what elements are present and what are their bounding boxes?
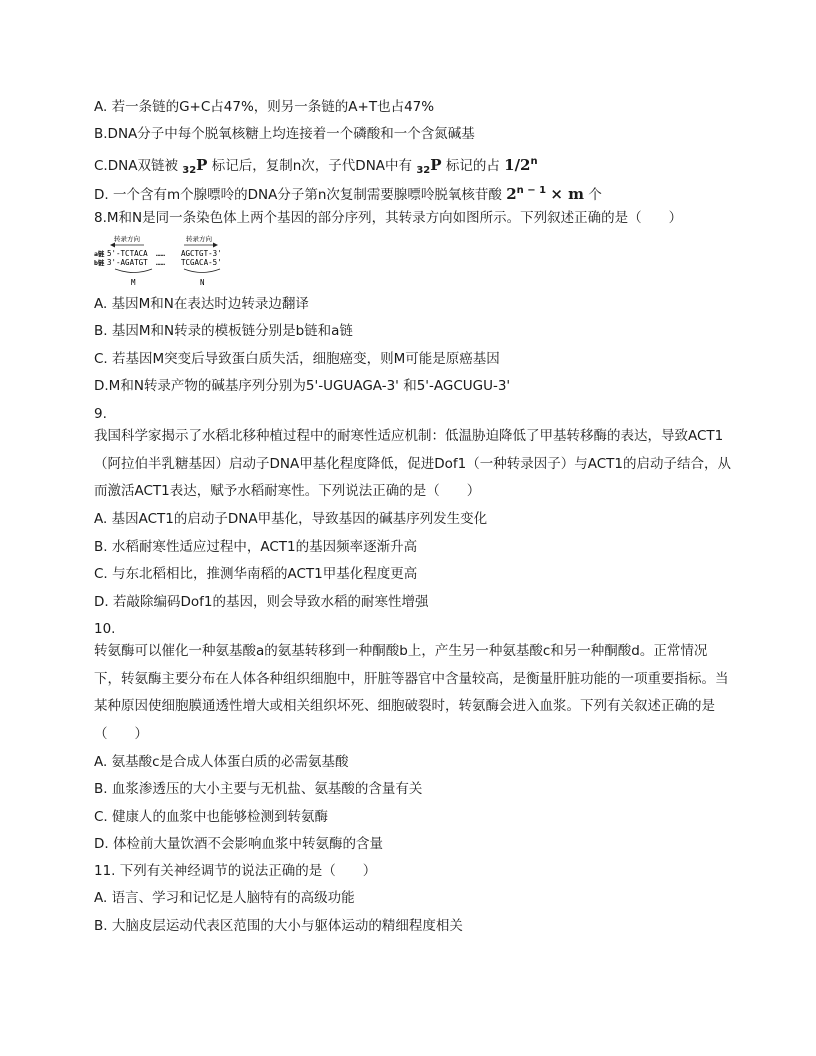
chain-a-seq-left: 5'-TCTACA <box>107 249 148 258</box>
q7-d-base: 2 <box>506 185 517 202</box>
q7-option-c <box>94 151 734 173</box>
q8-option-c: C. 若基因M突变后导致蛋白质失活，细胞癌变，则M可能是原癌基因 <box>94 351 500 367</box>
dna-sequence-figure <box>94 234 244 290</box>
q7-c-fraction: 1/2 <box>504 156 531 173</box>
q7-d-multiplier: × m <box>550 185 585 202</box>
gene-n-label: N <box>200 278 205 287</box>
q8-option-a: A. 基因M和N在表达时边转录边翻译 <box>94 296 309 312</box>
gene-n-brace <box>184 269 220 273</box>
q9-stem: 我国科学家揭示了水稻北移种植过程中的耐寒性适应机制：低温胁迫降低了甲基转移酶的表达，导致ACT1（阿拉伯半乳糖基因）启动子DNA甲基化程度降低，促进Dof1（一种转录因子）与ACT1的启动子结合，从而激活ACT1表达，赋予水稻耐寒性。下列说法正确的是（ ） <box>94 428 731 499</box>
q11-stem: 11. 下列有关神经调节的说法正确的是（ ） <box>94 863 377 879</box>
left-arrow-icon <box>110 243 115 248</box>
chain-b-dots: …… <box>156 258 166 267</box>
chain-b-label: b链 <box>94 259 105 267</box>
q8-option-b: B. 基因M和N转录的模板链分别是b链和a链 <box>94 323 353 339</box>
chain-a-label: a链 <box>94 250 105 258</box>
figure-direction-label-right: 转录方向 <box>186 235 212 243</box>
q7-option-a: A. 若一条链的G+C占47%，则另一条链的A+T也占47% <box>94 99 435 115</box>
q9-option-a: A. 基因ACT1的启动子DNA甲基化，导致基因的碱基序列发生变化 <box>94 511 488 527</box>
q10-option-c: C. 健康人的血浆中也能够检测到转氨酶 <box>94 809 329 825</box>
q9-option-d: D. 若敲除编码Dof1的基因，则会导致水稻的耐寒性增强 <box>94 594 429 610</box>
q7-c-text-3: 标记的占 <box>445 158 500 173</box>
q9-number: 9. <box>94 406 107 422</box>
q9-option-c: C. 与东北稻相比，推测华南稻的ACT1甲基化程度更高 <box>94 566 418 582</box>
q7-c-text-1: C.DNA双链被 <box>94 158 178 173</box>
q7-d-exponent: n − 1 <box>516 185 547 196</box>
q7-c-isotope-symbol-2: P <box>430 156 442 173</box>
q11-option-b: B. 大脑皮层运动代表区范围的大小与躯体运动的精细程度相关 <box>94 918 463 934</box>
q7-c-text-2: 标记后，复制n次，子代DNA中有 <box>211 158 413 173</box>
q10-option-d: D. 体检前大量饮酒不会影响血浆中转氨酶的含量 <box>94 836 383 852</box>
figure-direction-label-left: 转录方向 <box>114 235 140 243</box>
gene-m-brace <box>115 269 152 273</box>
q8-option-d: D.M和N转录产物的碱基序列分别为5'-UGUAGA-3' 和5'-AGCUGU-3' <box>94 378 511 394</box>
q7-c-isotope-mass-1: 32 <box>182 165 197 173</box>
chain-b-seq-left: 3'-AGATGT <box>107 258 148 267</box>
q9-option-b: B. 水稻耐寒性适应过程中，ACT1的基因频率逐渐升高 <box>94 539 418 555</box>
gene-m-label: M <box>131 278 136 287</box>
q7-option-d <box>94 180 734 202</box>
q7-c-isotope-mass-2: 32 <box>416 165 431 173</box>
q10-option-a: A. 氨基酸c是合成人体蛋白质的必需氨基酸 <box>94 754 349 770</box>
chain-a-seq-right: AGCTGT-3' <box>181 249 222 258</box>
q7-d-text-2: 个 <box>588 187 602 202</box>
q7-option-b: B.DNA分子中每个脱氧核糖上均连接着一个磷酸和一个含氮碱基 <box>94 126 475 142</box>
chain-a-dots: …… <box>156 249 166 258</box>
q7-c-isotope-symbol-1: P <box>196 156 208 173</box>
q10-number: 10. <box>94 621 116 637</box>
q8-stem: 8.M和N是同一条染色体上两个基因的部分序列，其转录方向如图所示。下列叙述正确的是（ ） <box>94 210 683 226</box>
q7-c-exponent: n <box>530 156 538 167</box>
q10-stem: 转氨酶可以催化一种氨基酸a的氨基转移到一种酮酸b上，产生另一种氨基酸c和另一种酮酸d。正常情况下，转氨酶主要分布在人体各种组织细胞中，肝脏等器官中含量较高，是衡量肝脏功能的一项重要指标。当某种原因使细胞膜通透性增大或相关组织坏死、细胞破裂时，转氨酶会进入血浆。下列有关叙述正确的是（ ） <box>94 643 729 742</box>
chain-b-seq-right: TCGACA-5' <box>181 258 222 267</box>
q11-option-a: A. 语言、学习和记忆是人脑特有的高级功能 <box>94 890 355 906</box>
q7-d-text-1: D. 一个含有m个腺嘌呤的DNA分子第n次复制需要腺嘌呤脱氧核苷酸 <box>94 187 502 202</box>
q10-option-b: B. 血浆渗透压的大小主要与无机盐、氨基酸的含量有关 <box>94 781 423 797</box>
right-arrow-icon <box>213 243 218 248</box>
